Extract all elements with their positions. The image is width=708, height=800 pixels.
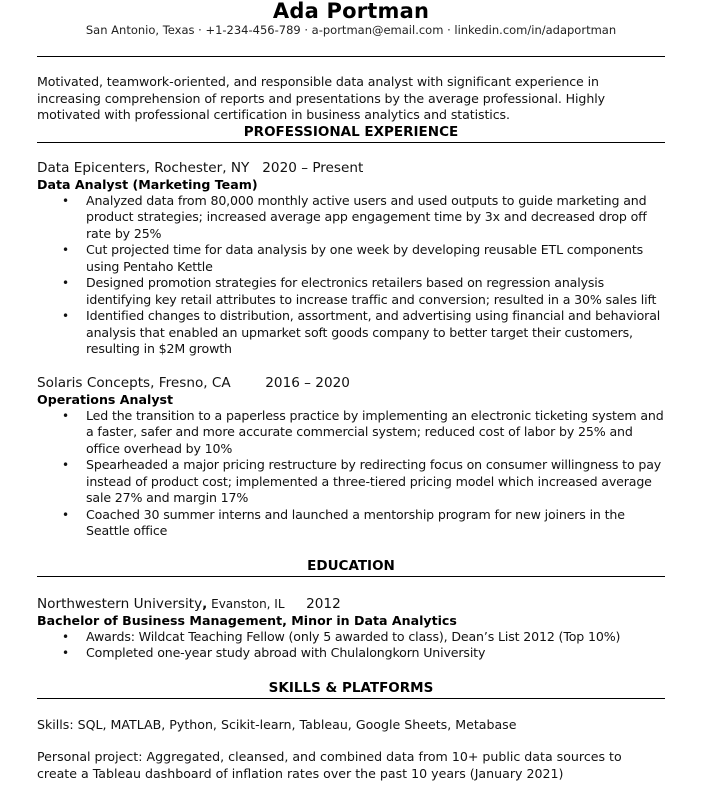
candidate-name: Ada Portman — [272, 0, 430, 23]
experience-divider — [37, 142, 665, 143]
bullet-item — [37, 629, 665, 646]
job-company-line: Data Epicenters, Rochester, NY 2020 – Present — [37, 159, 364, 176]
education-entry — [37, 596, 665, 662]
bullet-text: Identified changes to distribution, assortment, and advertising using financial and behavioral analysis that enabled an upmarket soft goods company to better target their customers, resulting in $2M growth — [86, 308, 661, 356]
bullet-item — [37, 408, 665, 458]
bullet-item — [37, 645, 665, 662]
bullet-icon: • — [62, 507, 69, 522]
bullet-text: Designed promotion strategies for electronics retailers based on regression analysis identifying key retail attributes to increase traffic and conversion; resulted in a 30% sales lift — [86, 275, 657, 307]
education-school-line — [37, 596, 665, 613]
bullet-text: Awards: Wildcat Teaching Fellow (only 5 awarded to class), Dean’s List 2012 (Top 10%) — [86, 628, 621, 644]
job-role: Operations Analyst — [37, 391, 174, 407]
degree: Bachelor of Business Management, Minor in Data Analytics — [37, 612, 457, 628]
section-title-education: EDUCATION — [307, 557, 395, 574]
section-title-skills: SKILLS & PLATFORMS — [268, 679, 434, 696]
bullet-icon: • — [62, 309, 69, 323]
bullet-item — [37, 507, 665, 540]
resume-page — [37, 0, 665, 782]
bullet-icon: • — [62, 193, 69, 208]
bullet-item — [37, 308, 665, 358]
personal-project: Personal project: Aggregated, cleansed, and combined data from 10+ public data sources to create a Tableau dashboard of inflation rates over the past 10 years (January 2021) — [37, 749, 622, 781]
bullet-icon: • — [62, 408, 69, 423]
bullet-icon: • — [62, 646, 69, 660]
job-company-line: Solaris Concepts, Fresno, CA 2016 – 2020 — [37, 374, 350, 391]
job-entry — [37, 160, 665, 358]
bullet-text: Cut projected time for data analysis by one week by developing reusable ETL components using Pentaho Kettle — [86, 242, 644, 274]
education-bullets — [37, 629, 665, 662]
bullet-icon: • — [62, 458, 69, 472]
header-divider — [37, 56, 665, 57]
section-title-experience: PROFESSIONAL EXPERIENCE — [243, 123, 459, 140]
bullet-item — [37, 275, 665, 308]
bullet-icon: • — [62, 243, 69, 257]
skills-line: Skills: SQL, MATLAB, Python, Scikit-learn, Tableau, Google Sheets, Metabase — [37, 716, 517, 732]
job-role: Data Analyst (Marketing Team) — [37, 176, 258, 192]
school-name: Northwestern University — [37, 595, 203, 612]
bullet-item — [37, 193, 665, 243]
bullet-text: Completed one-year study abroad with Chulalongkorn University — [86, 645, 486, 660]
bullet-text: Led the transition to a paperless practice by implementing an electronic ticketing system and a faster, safer and more accurate commercial system; reduced cost of labor by 25% and office overhead by 10% — [86, 407, 664, 456]
contact-line: San Antonio, Texas · +1-234-456-789 · a-portman@email.com · linkedin.com/in/adaportman — [85, 23, 617, 37]
bullet-text: Spearheaded a major pricing restructure by redirecting focus on consumer willingness to pay instead of product cost; implemented a three-tiered pricing model which increased average sale 27% and margin 17% — [86, 457, 662, 505]
bullet-icon: • — [62, 629, 69, 644]
school-location: Evanston, IL — [207, 596, 285, 611]
summary-paragraph: Motivated, teamwork-oriented, and responsible data analyst with significant experience in increasing comprehension of reports and presentations by the average professional. Highly motivated with professional certification in business analytics and statistics. — [37, 74, 605, 122]
graduation-year: 2012 — [284, 595, 341, 612]
skills-divider — [37, 698, 665, 699]
job-bullets — [37, 408, 665, 540]
school-comma: , — [202, 595, 208, 612]
bullet-item — [37, 457, 665, 507]
bullet-text: Analyzed data from 80,000 monthly active users and used outputs to guide marketing and product strategies; increased average app engagement time by 3x and decreased drop off rate by 25% — [86, 192, 647, 241]
bullet-item — [37, 242, 665, 275]
bullet-icon: • — [62, 276, 69, 290]
job-entry — [37, 375, 665, 540]
job-bullets — [37, 193, 665, 358]
bullet-text: Coached 30 summer interns and launched a mentorship program for new joiners in the Seattle office — [86, 506, 625, 538]
education-divider — [37, 576, 665, 577]
